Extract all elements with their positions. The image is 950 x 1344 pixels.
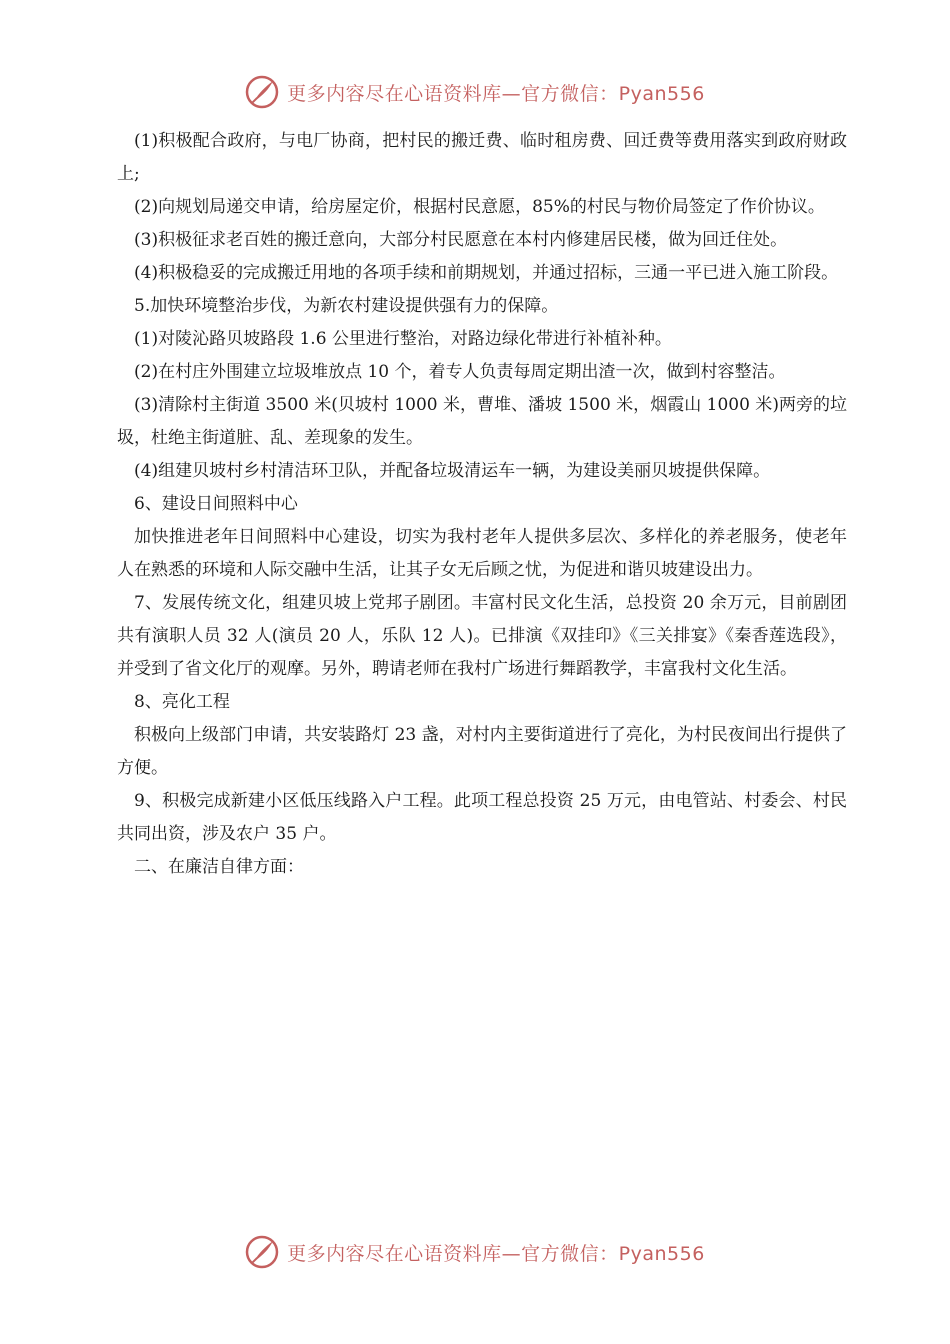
section-heading: 二、在廉洁自律方面：: [134, 857, 304, 877]
section-heading: 8、亮化工程: [134, 692, 230, 712]
paragraph: 7、发展传统文化，组建贝坡上党邦子剧团。丰富村民文化生活，总投资 20 余万元，目前剧团共有演职人员 32 人(演员 20 人，乐队 12 人)。已排演《双挂印》《三关排宴》《秦香莲选段》，并受到了省文化厅的观摩。另外，聘请老师在我村广场进行舞蹈教学，丰富我村文化生活。: [117, 593, 847, 679]
document-body: [117, 125, 847, 884]
paragraph: (2)在村庄外围建立垃圾堆放点 10 个，着专人负责每周定期出渣一次，做到村容整洁。: [134, 362, 786, 382]
paragraph: 9、积极完成新建小区低压线路入户工程。此项工程总投资 25 万元，由电管站、村委会、村民共同出资，涉及农户 35 户。: [117, 791, 847, 844]
quill-logo-icon: [245, 75, 279, 109]
paragraph: 加快推进老年日间照料中心建设，切实为我村老年人提供多层次、多样化的养老服务，使老年人在熟悉的环境和人际交融中生活，让其子女无后顾之忧，为促进和谐贝坡建设出力。: [117, 527, 847, 580]
paragraph: (1)积极配合政府，与电厂协商，把村民的搬迁费、临时租房费、回迁费等费用落实到政府财政上;: [117, 131, 847, 184]
paragraph: (4)积极稳妥的完成搬迁用地的各项手续和前期规划，并通过招标，三通一平已进入施工阶段。: [134, 263, 839, 283]
quill-logo-icon: [245, 1235, 279, 1269]
paragraph: (3)清除村主街道 3500 米(贝坡村 1000 米，曹堆、潘坡 1500 米，烟霞山 1000 米)两旁的垃圾，杜绝主街道脏、乱、差现象的发生。: [117, 395, 847, 448]
bottom-watermark-banner: [0, 1232, 950, 1272]
paragraph: (3)积极征求老百姓的搬迁意向，大部分村民愿意在本村内修建居民楼，做为回迁住处。: [134, 230, 788, 250]
top-watermark-banner: [0, 72, 950, 112]
section-heading: 6、建设日间照料中心: [134, 494, 298, 514]
section-heading: 5.加快环境整治步伐，为新农村建设提供强有力的保障。: [134, 296, 559, 316]
top-watermark-text: 更多内容尽在心语资料库—官方微信：Pyan556: [287, 82, 705, 105]
paragraph: (2)向规划局递交申请，给房屋定价，根据村民意愿，85%的村民与物价局签定了作价协议。: [134, 197, 825, 217]
paragraph: (1)对陵沁路贝坡路段 1.6 公里进行整治，对路边绿化带进行补植补种。: [134, 329, 672, 349]
bottom-watermark-text: 更多内容尽在心语资料库—官方微信：Pyan556: [287, 1242, 705, 1265]
paragraph: 积极向上级部门申请，共安装路灯 23 盏，对村内主要街道进行了亮化，为村民夜间出行提供了方便。: [117, 725, 847, 778]
paragraph: (4)组建贝坡村乡村清洁环卫队，并配备垃圾清运车一辆，为建设美丽贝坡提供保障。: [134, 461, 771, 481]
